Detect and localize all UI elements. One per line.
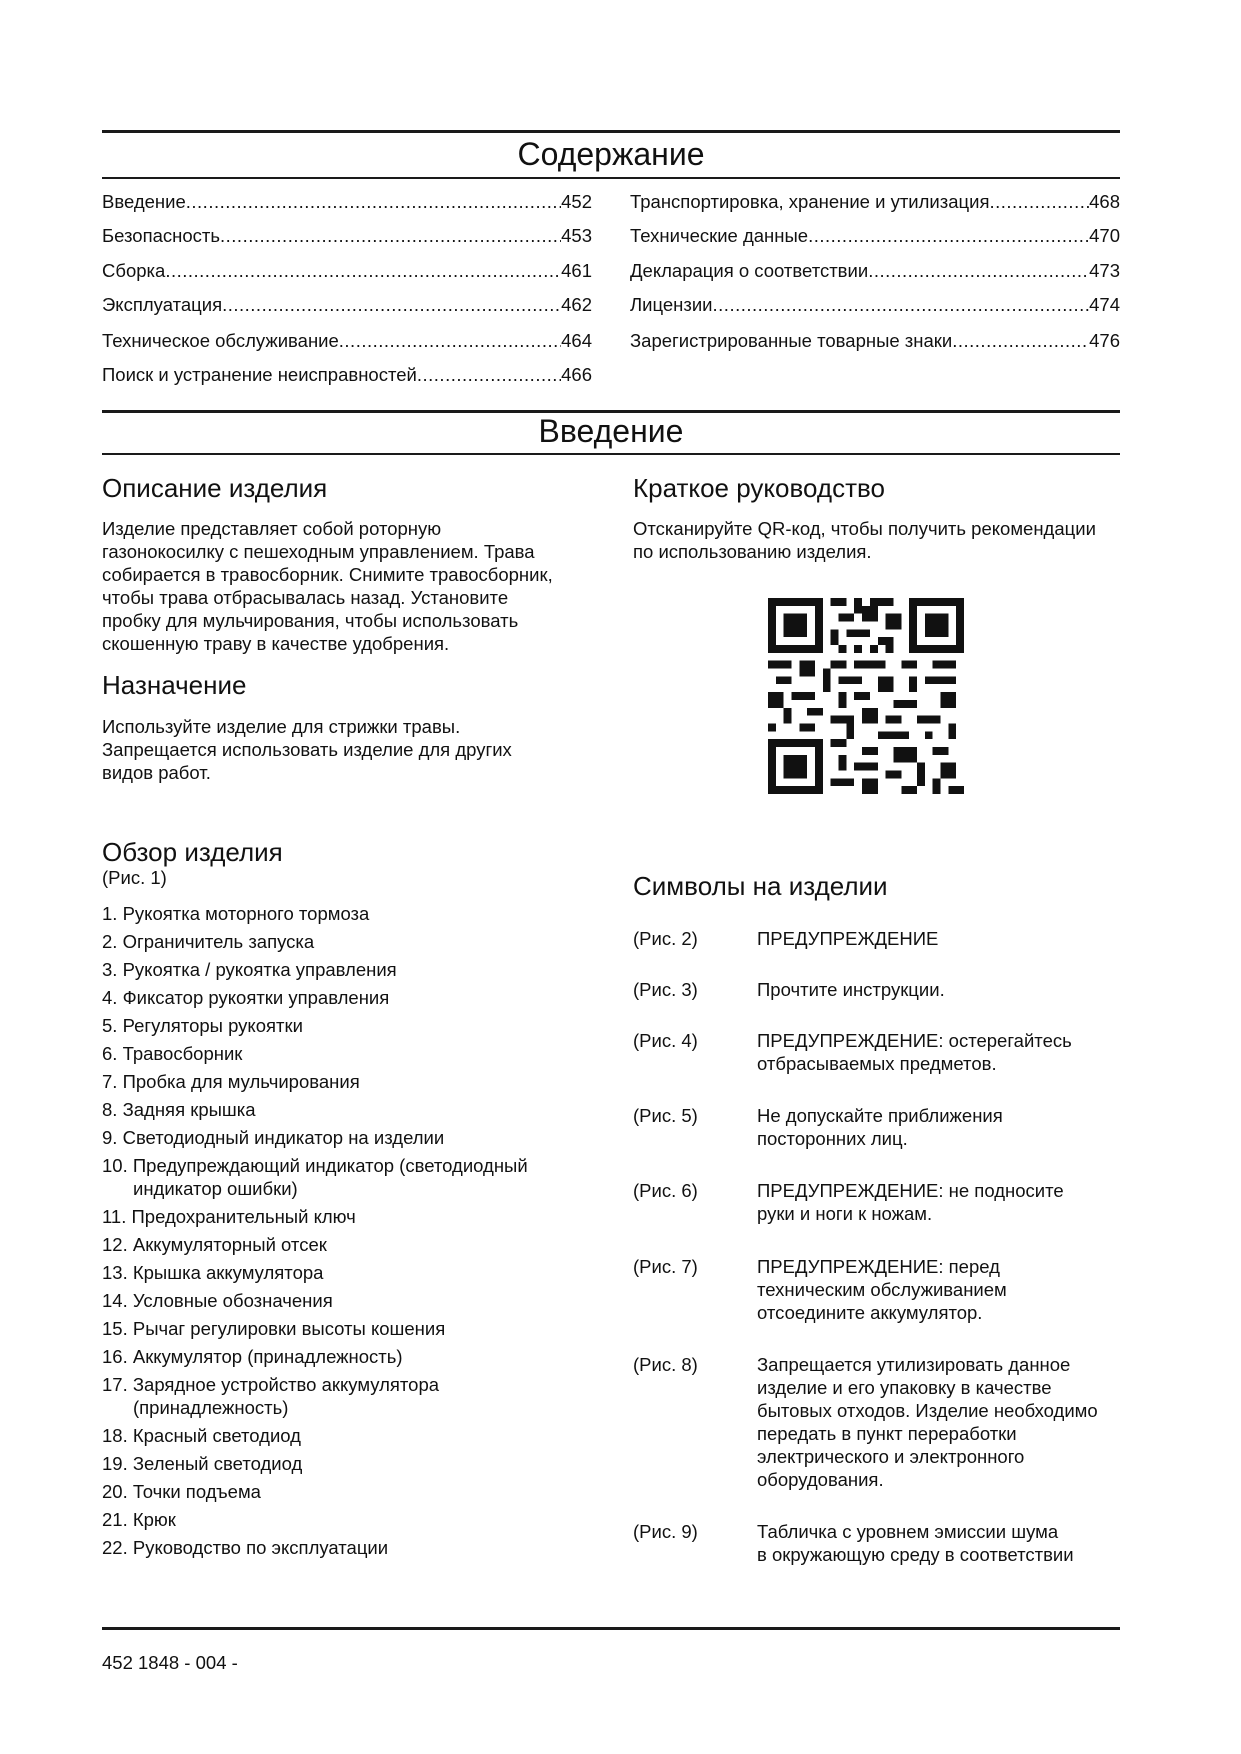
item-text: Крюк bbox=[132, 1509, 176, 1530]
symbol-fig-ref: (Рис. 5) bbox=[633, 1105, 698, 1126]
toc-entry-transport[interactable] bbox=[630, 191, 1120, 213]
toc-entry-troubleshooting[interactable] bbox=[102, 364, 592, 386]
text-line: Табличка с уровнем эмиссии шума bbox=[757, 1521, 1059, 1542]
toc-leader bbox=[220, 225, 561, 247]
text-line: техническим обслуживанием bbox=[757, 1279, 1007, 1300]
text-line: руки и ноги к ножам. bbox=[757, 1203, 933, 1224]
quick-guide-heading: Краткое руководство bbox=[633, 473, 885, 503]
item-number: 20. bbox=[102, 1481, 128, 1502]
text-line: пробку для мульчирования, чтобы использовать bbox=[102, 610, 519, 631]
overview-heading: Обзор изделия bbox=[102, 837, 283, 867]
list-item bbox=[102, 1070, 622, 1093]
item-number: 15. bbox=[102, 1318, 128, 1339]
list-item bbox=[102, 1042, 622, 1065]
quick-guide-text bbox=[633, 517, 1123, 563]
overview-fig-ref: (Рис. 1) bbox=[102, 867, 167, 888]
list-item bbox=[102, 986, 622, 1009]
qr-finder-top-right bbox=[909, 598, 964, 653]
text-line: Прочтите инструкции. bbox=[757, 979, 945, 1000]
item-text: Рукоятка моторного тормоза bbox=[122, 903, 370, 924]
item-number: 21. bbox=[102, 1509, 128, 1530]
symbol-description bbox=[757, 1353, 1123, 1491]
text-line: собирается в травосборник. Снимите травосборник, bbox=[102, 564, 553, 585]
item-text: Предохранительный ключ bbox=[131, 1206, 356, 1227]
toc-title-rule bbox=[102, 177, 1120, 179]
text-line: изделие и его упаковку в качестве bbox=[757, 1377, 1052, 1398]
list-item bbox=[102, 1508, 622, 1531]
toc-leader bbox=[186, 191, 561, 213]
list-item bbox=[102, 1289, 622, 1312]
item-text: Задняя крышка bbox=[122, 1099, 256, 1120]
text-line: ПРЕДУПРЕЖДЕНИЕ bbox=[757, 928, 939, 949]
item-number: 1. bbox=[102, 903, 118, 924]
page-number: 452 bbox=[102, 1652, 133, 1673]
item-text: Травосборник bbox=[122, 1043, 243, 1064]
toc-entry-page: 470 bbox=[1089, 225, 1120, 246]
list-item bbox=[102, 1373, 622, 1419]
toc-entry-page: 453 bbox=[561, 225, 592, 246]
item-number: 8. bbox=[102, 1099, 118, 1120]
document-code: 1848 - 004 - bbox=[138, 1652, 238, 1673]
list-item bbox=[102, 1014, 622, 1037]
toc-entry-page: 462 bbox=[561, 294, 592, 315]
qr-finder-top-left bbox=[768, 598, 823, 653]
item-text: Условные обозначения bbox=[132, 1290, 333, 1311]
text-line: отбрасываемых предметов. bbox=[757, 1053, 997, 1074]
toc-entry-page: 466 bbox=[561, 364, 592, 385]
item-number: 17. bbox=[102, 1374, 128, 1395]
purpose-heading: Назначение bbox=[102, 670, 247, 700]
text-line: Используйте изделие для стрижки травы. bbox=[102, 716, 461, 737]
toc-entry-title: Декларация о соответствии bbox=[630, 260, 869, 281]
symbol-description bbox=[757, 1255, 1123, 1324]
footer-rule bbox=[102, 1627, 1120, 1630]
list-item bbox=[102, 930, 622, 953]
toc-leader bbox=[417, 364, 561, 386]
symbol-description bbox=[757, 927, 1123, 950]
item-text: Точки подъема bbox=[132, 1481, 261, 1502]
text-line: оборудования. bbox=[757, 1469, 884, 1490]
item-text: Зеленый светодиод bbox=[132, 1453, 303, 1474]
symbol-entry-fig-2 bbox=[633, 927, 1123, 950]
item-text: Красный светодиод bbox=[132, 1425, 301, 1446]
toc-entry-title: Введение bbox=[102, 191, 186, 212]
toc-leader bbox=[989, 191, 1089, 213]
item-number: 7. bbox=[102, 1071, 118, 1092]
text-line: Запрещается использовать изделие для других bbox=[102, 739, 512, 760]
symbol-description bbox=[757, 1520, 1123, 1566]
text-line: посторонних лиц. bbox=[757, 1128, 908, 1149]
toc-entry-page: 473 bbox=[1089, 260, 1120, 281]
item-text: Светодиодный индикатор на изделии bbox=[122, 1127, 445, 1148]
toc-entry-operation[interactable] bbox=[102, 294, 592, 316]
item-number: 22. bbox=[102, 1537, 128, 1558]
item-number: 16. bbox=[102, 1346, 128, 1367]
page-footer bbox=[102, 1652, 238, 1674]
toc-entry-title: Безопасность bbox=[102, 225, 221, 246]
toc-leader bbox=[222, 294, 561, 316]
toc-top-rule bbox=[102, 130, 1120, 133]
item-number: 5. bbox=[102, 1015, 118, 1036]
item-number: 2. bbox=[102, 931, 118, 952]
symbol-description bbox=[757, 1104, 1123, 1150]
symbol-fig-ref: (Рис. 3) bbox=[633, 979, 698, 1000]
symbol-fig-ref: (Рис. 9) bbox=[633, 1521, 698, 1542]
toc-leader bbox=[808, 225, 1089, 247]
text-line: Не допускайте приближения bbox=[757, 1105, 1003, 1126]
item-text: Аккумуляторный отсек bbox=[132, 1234, 327, 1255]
symbol-entry-fig-8 bbox=[633, 1353, 1123, 1491]
text-line: передать в пункт переработки bbox=[757, 1423, 1017, 1444]
list-item bbox=[102, 1233, 622, 1256]
text-line: Запрещается утилизировать данное bbox=[757, 1354, 1071, 1375]
toc-entry-title: Зарегистрированные товарные знаки bbox=[630, 330, 953, 351]
list-item bbox=[102, 958, 622, 981]
text-line: ПРЕДУПРЕЖДЕНИЕ: остерегайтесь bbox=[757, 1030, 1072, 1051]
item-number: 13. bbox=[102, 1262, 128, 1283]
item-text: Пробка для мульчирования bbox=[122, 1071, 360, 1092]
toc-entry-page: 474 bbox=[1089, 294, 1120, 315]
toc-entry-title: Поиск и устранение неисправностей bbox=[102, 364, 417, 385]
text-line: отсоедините аккумулятор. bbox=[757, 1302, 983, 1323]
intro-title: Введение bbox=[538, 413, 684, 449]
purpose-text bbox=[102, 715, 622, 784]
toc-leader bbox=[952, 330, 1089, 352]
toc-entry-safety[interactable] bbox=[102, 225, 592, 247]
item-number: 18. bbox=[102, 1425, 128, 1446]
symbol-entry-fig-9 bbox=[633, 1520, 1123, 1566]
item-text: Рычаг регулировки высоты кошения bbox=[132, 1318, 446, 1339]
text-line: Изделие представляет собой роторную bbox=[102, 518, 442, 539]
list-item bbox=[102, 1345, 622, 1368]
text-line: газонокосилку с пешеходным управлением. Трава bbox=[102, 541, 535, 562]
toc-title: Содержание bbox=[517, 136, 705, 172]
text-line: электрического и электронного bbox=[757, 1446, 1025, 1467]
item-number: 6. bbox=[102, 1043, 118, 1064]
list-item bbox=[102, 1205, 622, 1228]
symbol-entry-fig-6 bbox=[633, 1179, 1123, 1225]
item-text: Фиксатор рукоятки управления bbox=[122, 987, 390, 1008]
description-heading: Описание изделия bbox=[102, 473, 328, 503]
toc-leader bbox=[713, 294, 1090, 316]
toc-leader bbox=[339, 330, 561, 352]
toc-entry-page: 464 bbox=[561, 330, 592, 351]
item-number: 14. bbox=[102, 1290, 128, 1311]
text-line: в окружающую среду в соответствии bbox=[757, 1544, 1074, 1565]
intro-title-rule bbox=[102, 453, 1120, 455]
text-line: чтобы трава отбрасывалась назад. Установите bbox=[102, 587, 509, 608]
symbol-entry-fig-4 bbox=[633, 1029, 1123, 1075]
list-item bbox=[102, 1261, 622, 1284]
symbol-fig-ref: (Рис. 8) bbox=[633, 1354, 698, 1375]
text-line: видов работ. bbox=[102, 762, 211, 783]
symbol-entry-fig-7 bbox=[633, 1255, 1123, 1324]
toc-entry-licenses[interactable] bbox=[630, 294, 1120, 316]
item-text-continued: индикатор ошибки) bbox=[133, 1178, 298, 1199]
symbol-fig-ref: (Рис. 6) bbox=[633, 1180, 698, 1201]
text-line: скошенную траву в качестве удобрения. bbox=[102, 633, 450, 654]
item-text: Крышка аккумулятора bbox=[132, 1262, 324, 1283]
symbol-description bbox=[757, 1029, 1123, 1075]
list-item bbox=[102, 902, 622, 925]
text-line: ПРЕДУПРЕЖДЕНИЕ: перед bbox=[757, 1256, 1000, 1277]
toc-entry-technical-data[interactable] bbox=[630, 225, 1120, 247]
item-number: 9. bbox=[102, 1127, 118, 1148]
qr-finder-bottom-left bbox=[768, 739, 823, 794]
text-line: ПРЕДУПРЕЖДЕНИЕ: не подносите bbox=[757, 1180, 1064, 1201]
list-item bbox=[102, 1452, 622, 1475]
toc-entry-title: Лицензии bbox=[630, 294, 713, 315]
item-text-continued: (принадлежность) bbox=[133, 1397, 289, 1418]
item-text: Зарядное устройство аккумулятора bbox=[132, 1374, 440, 1395]
list-item bbox=[102, 1126, 622, 1149]
symbol-fig-ref: (Рис. 4) bbox=[633, 1030, 698, 1051]
list-item bbox=[102, 1424, 622, 1447]
list-item bbox=[102, 1317, 622, 1340]
item-text: Руководство по эксплуатации bbox=[132, 1537, 389, 1558]
list-item bbox=[102, 1154, 622, 1200]
qr-code-image[interactable] bbox=[768, 598, 964, 794]
toc-entry-title: Технические данные bbox=[630, 225, 809, 246]
symbol-description bbox=[757, 978, 1123, 1001]
toc-leader bbox=[165, 260, 561, 282]
item-text: Предупреждающий индикатор (светодиодный bbox=[132, 1155, 528, 1176]
toc-entry-assembly[interactable] bbox=[102, 260, 592, 282]
overview-list bbox=[102, 902, 622, 1564]
item-number: 19. bbox=[102, 1453, 128, 1474]
item-text: Ограничитель запуска bbox=[122, 931, 315, 952]
toc-entry-page: 468 bbox=[1089, 191, 1120, 212]
symbol-fig-ref: (Рис. 7) bbox=[633, 1256, 698, 1277]
symbol-description bbox=[757, 1179, 1123, 1225]
item-number: 10. bbox=[102, 1155, 128, 1176]
symbol-entry-fig-5 bbox=[633, 1104, 1123, 1150]
toc-entry-title: Сборка bbox=[102, 260, 166, 281]
list-item bbox=[102, 1536, 622, 1559]
item-number: 11. bbox=[102, 1206, 127, 1227]
item-text: Аккумулятор (принадлежность) bbox=[132, 1346, 403, 1367]
item-text: Рукоятка / рукоятка управления bbox=[122, 959, 397, 980]
symbol-entry-fig-3 bbox=[633, 978, 1123, 1001]
text-line: бытовых отходов. Изделие необходимо bbox=[757, 1400, 1098, 1421]
text-line: Отсканируйте QR-код, чтобы получить рекомендации bbox=[633, 518, 1096, 539]
toc-entry-page: 452 bbox=[561, 191, 592, 212]
symbol-fig-ref: (Рис. 2) bbox=[633, 928, 698, 949]
text-line: по использованию изделия. bbox=[633, 541, 872, 562]
toc-leader bbox=[868, 260, 1089, 282]
item-number: 12. bbox=[102, 1234, 128, 1255]
toc-entry-page: 461 bbox=[561, 260, 592, 281]
toc-entry-trademarks[interactable] bbox=[630, 330, 1120, 352]
toc-entry-intro[interactable] bbox=[102, 191, 592, 213]
item-number: 3. bbox=[102, 959, 118, 980]
item-text: Регуляторы рукоятки bbox=[122, 1015, 303, 1036]
toc-entry-title: Техническое обслуживание bbox=[102, 330, 339, 351]
toc-entry-declaration[interactable] bbox=[630, 260, 1120, 282]
toc-entry-maintenance[interactable] bbox=[102, 330, 592, 352]
description-text bbox=[102, 517, 622, 655]
list-item bbox=[102, 1480, 622, 1503]
toc-entry-title: Эксплуатация bbox=[102, 294, 223, 315]
list-item bbox=[102, 1098, 622, 1121]
toc-entry-title: Транспортировка, хранение и утилизация bbox=[630, 191, 990, 212]
symbols-heading: Символы на изделии bbox=[633, 871, 888, 901]
item-number: 4. bbox=[102, 987, 118, 1008]
toc-entry-page: 476 bbox=[1089, 330, 1120, 351]
